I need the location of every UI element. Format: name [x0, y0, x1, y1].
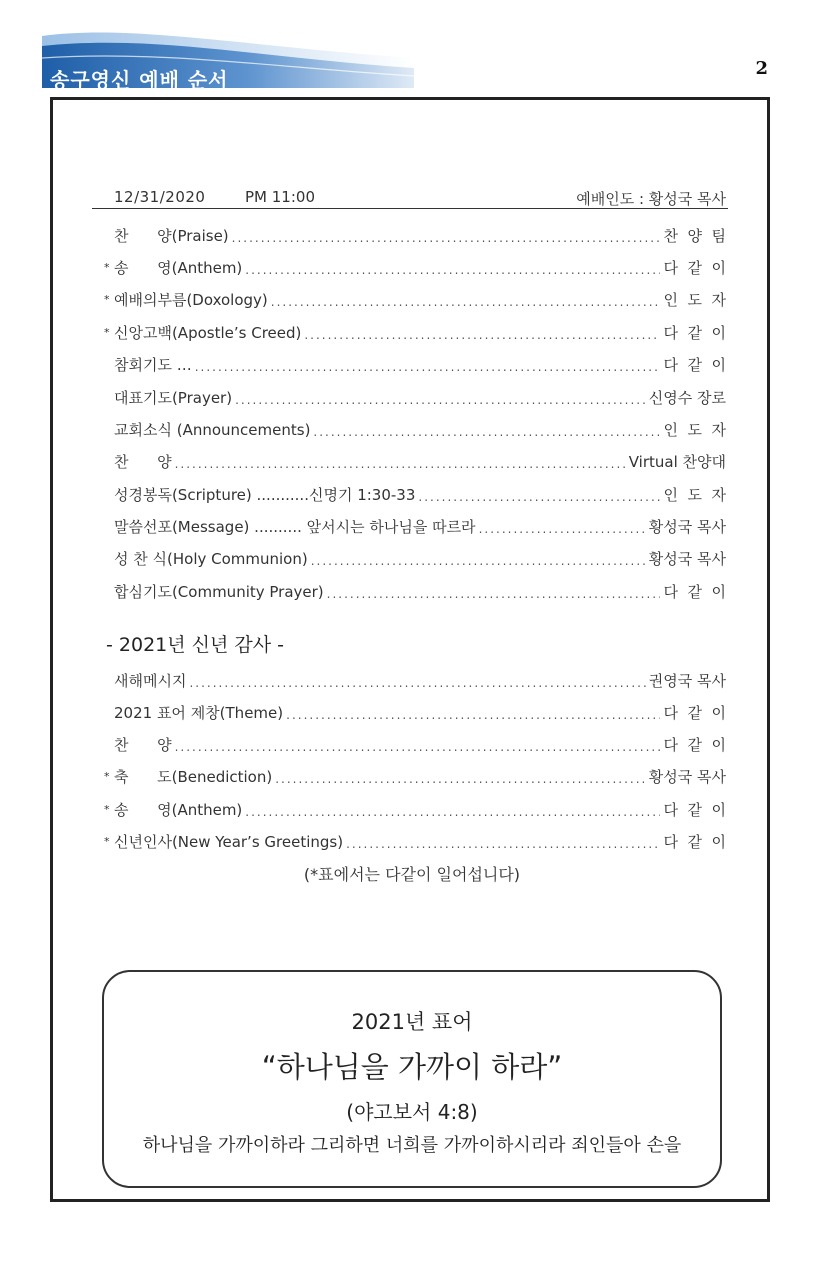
order-item: 찬 양 ..... Virtual 찬양대	[104, 450, 726, 472]
order-item: 교회소식 (Announcements) ..... 인 도 자	[104, 418, 726, 440]
motto-reference: (야고보서 4:8)	[346, 1100, 478, 1124]
header-banner	[42, 28, 414, 92]
order-item: * 신앙고백(Apostle’s Creed) ..... 다 같 이	[104, 321, 726, 343]
service-leader: 예배인도 : 황성국 목사	[576, 190, 726, 208]
service-date: 12/31/2020	[114, 188, 206, 206]
new-year-item: * 축 도(Benediction) ..... 황성국 목사	[104, 765, 726, 787]
service-info-row	[92, 186, 728, 209]
page-title: 송구영신 예배 순서	[50, 68, 229, 92]
order-item: * 송 영(Anthem) ..... 다 같 이	[104, 256, 726, 278]
new-year-item: * 송 영(Anthem) ..... 다 같 이	[104, 798, 726, 820]
new-year-item: * 신년인사(New Year’s Greetings) ..... 다 같 이	[104, 830, 726, 852]
order-item: 말씀선포(Message) .......... 앞서시는 하나님을 따르라 ..... 황성국 목사	[104, 515, 726, 537]
order-item: 대표기도(Prayer) ..... 신영수 장로	[104, 386, 726, 408]
order-item: * 예배의부름(Doxology) ..... 인 도 자	[104, 288, 726, 310]
page-number: 2	[755, 58, 768, 79]
motto-heading: 2021년 표어	[351, 1010, 473, 1034]
order-item: 합심기도(Community Prayer) ..... 다 같 이	[104, 580, 726, 602]
standing-note: (*표에서는 다같이 일어섭니다)	[303, 865, 521, 884]
new-year-section-title: - 2021년 신년 감사 -	[106, 634, 284, 656]
order-item: 성경봉독(Scripture) ........... 신명기 1:30-33 ..... 인 도 자	[104, 483, 726, 505]
motto-quote: “하나님을 가까이 하라”	[261, 1050, 563, 1084]
order-item: 참회기도 … ..... 다 같 이	[104, 353, 726, 375]
new-year-item: 2021 표어 제창(Theme) ..... 다 같 이	[104, 701, 726, 723]
order-item: 찬 양(Praise) ..... 찬 양 팀	[104, 224, 726, 246]
order-item: 성 찬 식(Holy Communion) ..... 황성국 목사	[104, 547, 726, 569]
motto-verse: 하나님을 가까이하라 그리하면 너희를 가까이하시리라 죄인들아 손을	[142, 1135, 682, 1156]
service-time: PM 11:00	[245, 188, 315, 206]
new-year-item: 찬 양 ..... 다 같 이	[104, 733, 726, 755]
new-year-item: 새해메시지 ..... 권영국 목사	[104, 669, 726, 691]
